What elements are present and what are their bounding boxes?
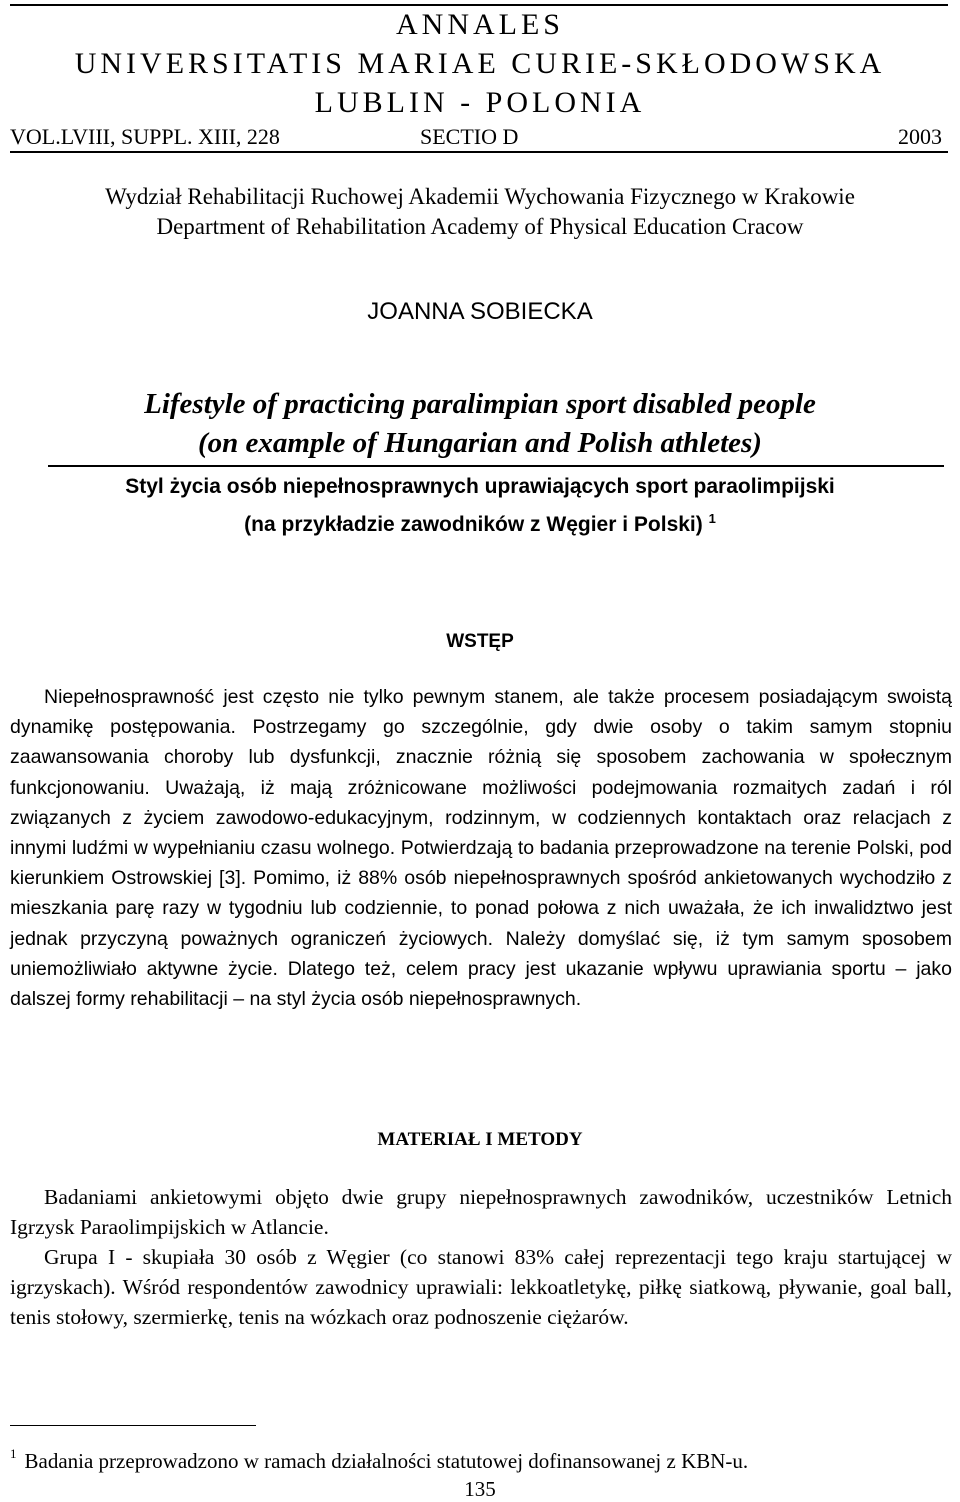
footnote-text: Badania przeprowadzono w ramach działalności statutowej dofinansowanej z KBN-u. [24,1449,749,1473]
title-polish-line2-text: (na przykładzie zawodników z Węgier i Polski) [244,513,703,536]
affiliation-english: Department of Rehabilitation Academy of Physical Education Cracow [156,214,804,239]
footnote-mark: 1 [10,1446,17,1461]
methods-paragraph-1: Badaniami ankietowymi objęto dwie grupy niepełnosprawnych zawodników, uczestników Letnich Igrzysk Paraolimpijskich w Atlancie. [10,1185,952,1240]
journal-year: 2003 [898,124,942,149]
title-english-line2: (on example of Hungarian and Polish athletes) [198,427,762,459]
section-heading-methods: MATERIAŁ I METODY [377,1129,583,1150]
journal-title-line3: LUBLIN - POLONIA [314,86,646,119]
title-footnote-mark: 1 [708,511,716,526]
journal-section: SECTIO D [420,124,519,149]
journal-title-line2: UNIVERSITATIS MARIAE CURIE-SKŁODOWSKA [74,47,886,80]
footnote [10,1440,748,1475]
author-name: JOANNA SOBIECKA [367,298,593,325]
journal-title-line1: ANNALES [396,8,564,41]
header-rule [10,151,948,153]
page-number: 135 [464,1477,496,1501]
journal-volume: VOL.LVIII, SUPPL. XIII, 228 [10,124,280,149]
intro-paragraph: Niepełnosprawność jest często nie tylko pewnym stanem, ale także procesem posiadającym swoistą dynamikę postępowania. Postrzegamy go szczególnie, gdy dwie osoby o takim samym stopniu zaawansowania choroby lub dysfunkcji, znacznie różnią się sposobem zachowania w społecznym funkcjonowaniu. Uważają, iż mają zróżnicowane możliwości podejmowania rozmaitych zadań i ról związanych z życiem zawodowo-edukacyjnym, rodzinnym, w codziennych kontaktach oraz relacjach z innymi ludźmi w wypełnianiu czasu wolnego. Potwierdzają to badania przeprowadzone na terenie Polski, pod kierunkiem Ostrowskiej [3]. Pomimo, iż 88% osób niepełnosprawnych spośród ankietowanych wychodziło z mieszkania parę razy w tygodniu lub codziennie, to ponad połowa z nich uważała, że ich inwalidztwo jest jednak przyczyną poważnych ograniczeń życiowych. Należy domyślać się, iż tym samym sposobem uniemożliwiało aktywne życie. Dlatego też, celem pracy jest ukazanie wpływu uprawiania sportu – jako dalszej formy rehabilitacji – na styl życia osób niepełnosprawnych. [10,686,952,1011]
title-english-line1: Lifestyle of practicing paralimpian sport disabled people [144,388,816,420]
footnote-rule [10,1425,256,1426]
top-rule [10,4,948,6]
title-rule [48,465,944,467]
section-heading-intro: WSTĘP [446,631,514,652]
title-polish-line2 [0,504,960,540]
affiliation-polish: Wydział Rehabilitacji Ruchowej Akademii Wychowania Fizycznego w Krakowie [105,184,855,209]
methods-paragraph-2: Grupa I - skupiała 30 osób z Węgier (co stanowi 83% całej reprezentacji tego kraju startującej w igrzyskach). Wśród respondentów zawodnicy uprawiali: lekkoatletykę, piłkę siatkową, pływanie, goal ball, tenis stołowy, szermierkę, tenis na wózkach oraz podnoszenie ciężarów. [10,1245,952,1330]
title-polish-line1: Styl życia osób niepełnosprawnych uprawiających sport paraolimpijski [125,475,835,498]
